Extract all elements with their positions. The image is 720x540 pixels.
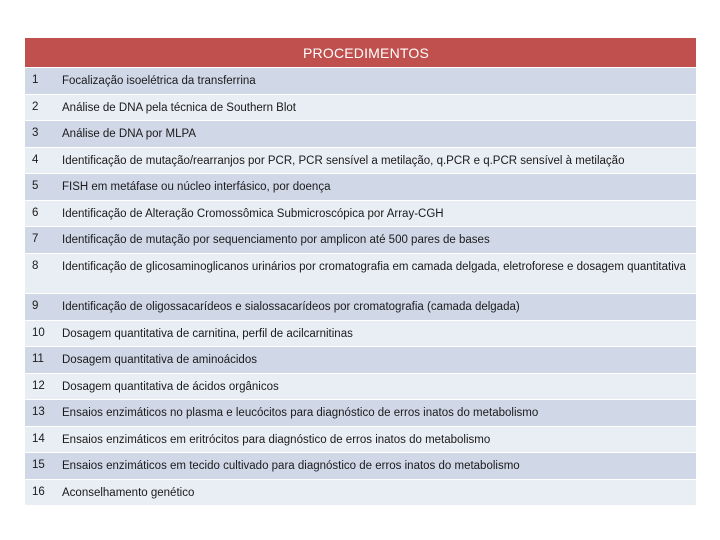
row-procedure-text: Dosagem quantitativa de carnitina, perfil de acilcarnitinas xyxy=(62,328,353,340)
row-procedure-text: Dosagem quantitativa de ácidos orgânicos xyxy=(62,381,279,393)
row-number: 6 xyxy=(32,207,39,219)
row-number: 5 xyxy=(32,180,39,192)
table-row xyxy=(25,120,696,147)
row-number: 12 xyxy=(32,380,45,392)
row-procedure-text: Análise de DNA por MLPA xyxy=(62,128,197,140)
table-row xyxy=(25,226,696,253)
table-body xyxy=(25,67,696,505)
row-procedure-text: Ensaios enzimáticos em eritrócitos para diagnóstico de erros inatos do metabolismo xyxy=(62,434,491,446)
row-procedure-text: FISH em metáfase ou núcleo interfásico, por doença xyxy=(62,181,331,193)
row-number: 4 xyxy=(32,154,39,166)
table-row xyxy=(25,200,696,226)
row-procedure-text: Ensaios enzimáticos em tecido cultivado para diagnóstico de erros inatos do metabolismo xyxy=(62,460,520,472)
table-row xyxy=(25,346,696,373)
row-procedure-text: Focalização isoelétrica da transferrina xyxy=(62,75,256,87)
table-row xyxy=(25,426,696,452)
table-row xyxy=(25,67,696,94)
row-number: 15 xyxy=(32,459,45,471)
table-header-label: PROCEDIMENTOS xyxy=(303,44,430,61)
row-number: 1 xyxy=(32,74,39,86)
row-number: 14 xyxy=(32,433,45,445)
row-procedure-text: Identificação de oligossacarídeos e sialossacarídeos por cromatografia (camada delgada) xyxy=(62,301,520,313)
row-number: 16 xyxy=(32,486,45,498)
procedures-table xyxy=(25,38,696,505)
row-number: 2 xyxy=(32,101,39,113)
table-row xyxy=(25,373,696,399)
table-row xyxy=(25,452,696,479)
row-number: 7 xyxy=(32,233,39,245)
row-procedure-text: Ensaios enzimáticos no plasma e leucócitos para diagnóstico de erros inatos do metabolismo xyxy=(62,407,539,419)
table-row xyxy=(25,253,696,293)
row-procedure-text: Identificação de Alteração Cromossômica Submicroscópica por Array-CGH xyxy=(62,208,444,220)
table-row xyxy=(25,147,696,173)
table-row xyxy=(25,320,696,346)
row-number: 10 xyxy=(32,327,45,339)
table-row xyxy=(25,479,696,505)
row-number: 13 xyxy=(32,406,45,418)
row-procedure-text: Identificação de mutação por sequenciamento por amplicon até 500 pares de bases xyxy=(62,234,490,246)
table-row xyxy=(25,94,696,120)
table-row xyxy=(25,399,696,426)
row-procedure-text: Identificação de glicosaminoglicanos urinários por cromatografia em camada delgada, eletroforese e dosagem quantitativa xyxy=(62,261,686,273)
row-number: 8 xyxy=(32,260,39,272)
table-row xyxy=(25,293,696,320)
row-procedure-text: Identificação de mutação/rearranjos por PCR, PCR sensível a metilação, q.PCR e q.PCR sensível à metilação xyxy=(62,155,625,167)
row-procedure-text: Dosagem quantitativa de aminoácidos xyxy=(62,354,257,366)
table-row xyxy=(25,173,696,200)
row-procedure-text: Aconselhamento genético xyxy=(62,487,195,499)
table-header xyxy=(25,38,696,67)
row-number: 11 xyxy=(32,353,44,365)
row-number: 9 xyxy=(32,300,39,312)
row-procedure-text: Análise de DNA pela técnica de Southern Blot xyxy=(62,102,296,114)
row-number: 3 xyxy=(32,127,39,139)
